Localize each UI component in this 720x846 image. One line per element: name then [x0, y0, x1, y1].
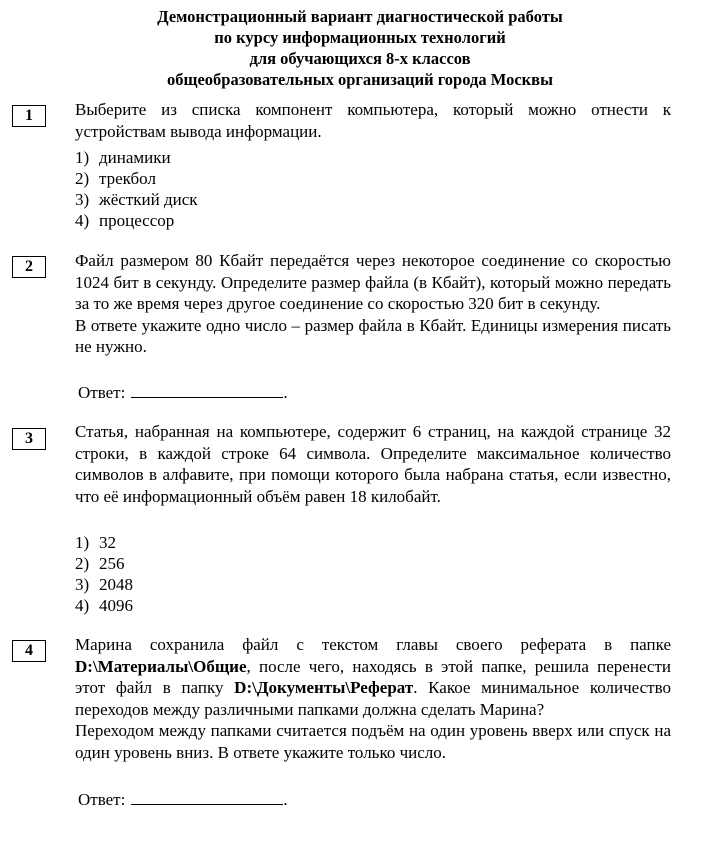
option-item[interactable]: 2) 256	[75, 554, 125, 573]
option-label: трекбол	[99, 169, 156, 188]
option-label: динамики	[99, 148, 171, 167]
option-item[interactable]: 4) процессор	[75, 211, 175, 230]
option-label: жёсткий диск	[99, 190, 198, 209]
option-item[interactable]: 1) динамики	[75, 148, 171, 167]
question-1-number: 1	[12, 105, 46, 127]
option-item[interactable]: 2) трекбол	[75, 169, 156, 188]
question-4-paragraph-1: Марина сохранила файл с текстом главы своего реферата в папке D:\Материалы\Общие, после чего, находясь в этой папке, решила перенести этот файл в папку D:\Документы\Реферат. Какое минимальное количество переходов между различными папками должна сделать Марина?	[75, 635, 671, 719]
option-item[interactable]: 1) 32	[75, 533, 116, 552]
question-4-answer: Ответ: .	[78, 790, 288, 809]
question-3-text: Статья, набранная на компьютере, содержит 6 страниц, на каждой странице 32 строки, в каждой строке 64 символа. Определите максимальное количество символов в алфавите, при помощи которого была набрана статья, если известно, что её информационный объём равен 18 килобайт.	[75, 422, 671, 506]
header-line-2: по курсу информационных технологий	[214, 28, 506, 47]
document-header	[0, 6, 720, 90]
question-2-answer: Ответ: .	[78, 383, 288, 402]
option-item[interactable]: 3) 2048	[75, 575, 133, 594]
question-4-number: 4	[12, 640, 46, 662]
option-label: 32	[99, 533, 116, 552]
option-item[interactable]: 4) 4096	[75, 596, 133, 615]
target-folder-path: D:\Документы\Реферат	[234, 678, 414, 697]
question-4-text	[75, 634, 671, 763]
question-2-paragraph-2: В ответе укажите одно число – размер файла в Кбайт. Единицы измерения писать не нужно.	[75, 315, 671, 356]
question-3-options	[75, 532, 133, 616]
question-3-number: 3	[12, 428, 46, 450]
question-1-options	[75, 147, 198, 231]
option-label: 2048	[99, 575, 133, 594]
answer-label: Ответ:	[78, 790, 126, 809]
option-label: 4096	[99, 596, 133, 615]
question-2-paragraph-1: Файл размером 80 Кбайт передаётся через некоторое соединение со скоростью 1024 бит в секунду. Определите размер файла (в Кбайт), который можно передать за то же время через другое соединение со скоростью 320 бит в секунду.	[75, 251, 671, 313]
header-line-3: для обучающихся 8-х классов	[249, 49, 471, 68]
header-line-4: общеобразовательных организаций города Москвы	[167, 70, 553, 89]
question-4-paragraph-2: Переходом между папками считается подъём на один уровень вверх или спуск на один уровень вниз. В ответе укажите только число.	[75, 721, 671, 762]
question-2-number: 2	[12, 256, 46, 278]
option-item[interactable]: 3) жёсткий диск	[75, 190, 198, 209]
answer-input[interactable]	[131, 382, 283, 398]
source-folder-path: D:\Материалы\Общие	[75, 656, 247, 676]
question-1-text: Выберите из списка компонент компьютера, который можно отнести к устройствам вывода информации.	[75, 100, 671, 141]
option-label: 256	[99, 554, 125, 573]
answer-label: Ответ:	[78, 383, 126, 402]
answer-input[interactable]	[131, 789, 283, 805]
option-label: процессор	[99, 211, 175, 230]
question-2-text	[75, 250, 671, 358]
header-line-1: Демонстрационный вариант диагностической работы	[157, 7, 563, 26]
